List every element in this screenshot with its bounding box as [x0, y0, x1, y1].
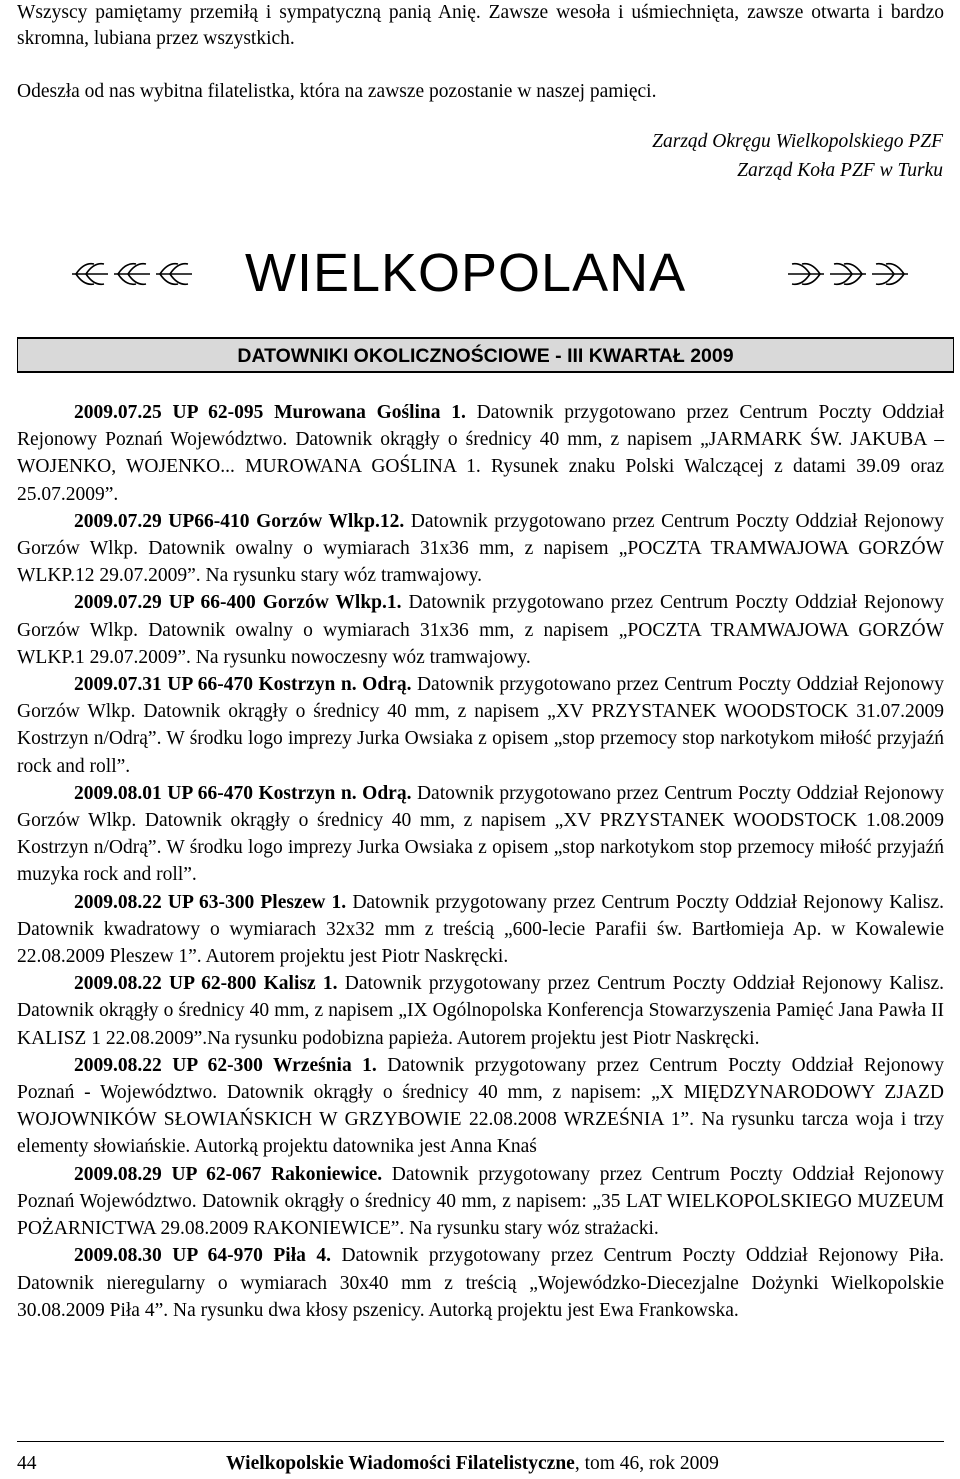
entry-head: 2009.08.01 UP 66-470 Kostrzyn n. Odrą. — [74, 782, 412, 804]
entry-head: 2009.08.22 UP 62-800 Kalisz 1. — [74, 973, 338, 995]
entry — [17, 1242, 944, 1324]
entry-body: Datownik przygotowano przez Centrum Poczty Oddział Rejonowy Gorzów Wlkp. Datownik owalny o wymiarach 31x36 mm, z napisem „POCZTA TRAMWAJOWA GORZÓW WLKP.12 29.07.2009”. Na rysunku stary wóz tramwajowy. — [17, 510, 944, 587]
signature-line-2: Zarząd Koła PZF w Turku — [737, 159, 943, 181]
intro-text — [17, 0, 944, 105]
entry-body: Datownik przygotowano przez Centrum Poczty Oddział Rejonowy Gorzów Wlkp. Datownik okrągły o średnicy 40 mm, z napisem „XV PRZYSTANEK WOODSTOCK 1.08.2009 Kostrzyn n/Odrą”. W środku logo imprezy Jurka Owsiaka z opisem „stop narkotykom stop przemocy miłość przyjaźń muzyka rock and roll”. — [17, 782, 944, 886]
entry-head: 2009.08.22 UP 63-300 Pleszew 1. — [74, 891, 347, 913]
banner — [0, 238, 960, 308]
entry — [17, 1161, 944, 1243]
left-ornament-icon — [68, 252, 198, 296]
entry-head: 2009.07.29 UP 66-400 Gorzów Wlkp.1. — [74, 592, 402, 614]
journal-title: Wielkopolskie Wiadomości Filatelistyczne — [226, 1453, 575, 1474]
entry-body: Datownik przygotowano przez Centrum Poczty Oddział Rejonowy Poznań Województwo. Datownik okrągły o średnicy 40 mm, z napisem „JARMARK ŚW. JAKUBA – WOJENKO, WOJENKO... MUROWANA GOŚLINA 1. Rysunek znaku Polski Walczącej z datami 39.09 oraz 25.07.2009”. — [17, 402, 944, 505]
entry-head: 2009.07.25 UP 62-095 Murowana Goślina 1. — [74, 402, 466, 423]
entry — [17, 671, 944, 780]
banner-title: WIELKOPOLANA — [245, 243, 687, 303]
section-header — [17, 337, 954, 373]
entry-body: Datownik przygotowany przez Centrum Poczty Oddział Rejonowy Kalisz. Datownik kwadratowy o wymiarach 32x32 mm z treścią „600-lecie Parafii św. Bartłomieja Ap. w Kowalewie 22.08.2009 Pleszew 1”. Autorem projektu jest Piotr Naskręcki. — [17, 891, 944, 968]
entry-body: Datownik przygotowany przez Centrum Poczty Oddział Rejonowy Poznań Województwo. Datownik okrągły o średnicy 40 mm, z napisem: „35 LAT WIELKOPOLSKIEGO MUZEUM POŻARNICTWA 29.08.2009 RAKONIEWICE”. Na rysunku stary wóz strażacki. — [17, 1163, 944, 1240]
footer-divider — [17, 1441, 944, 1442]
entry — [17, 589, 944, 671]
entry-head: 2009.08.30 UP 64-970 Piła 4. — [74, 1245, 331, 1267]
right-ornament-icon — [780, 252, 912, 296]
intro-paragraph-1: Wszyscy pamiętamy przemiłą i sympatyczną panią Anię. Zawsze wesoła i uśmiechnięta, zawsze otwarta i bardzo skromna, lubiana przez wszystkich. — [17, 2, 944, 50]
entry — [17, 399, 944, 508]
entry-head: 2009.07.31 UP 66-470 Kostrzyn n. Odrą. — [74, 674, 412, 696]
entry-body: Datownik przygotowano przez Centrum Poczty Oddział Rejonowy Gorzów Wlkp. Datownik okrągły o średnicy 40 mm, z napisem „XV PRZYSTANEK WOODSTOCK 31.07.2009 Kostrzyn n/Odrą”. W środku logo imprezy Jurka Owsiaka z opisem „stop przemocy stop narkotykom miłość przyjaźń rock and roll”. — [17, 674, 944, 777]
entry — [17, 1052, 944, 1161]
entry — [17, 970, 944, 1052]
entry-body: Datownik przygotowany przez Centrum Poczty Oddział Rejonowy Kalisz. Datownik okrągły o średnicy 40 mm, z napisem „IX Ogólnopolska Konferencja Stowarzyszenia Pamięć Jana Pawła II KALISZ 1 22.08.2009”.Na rysunku podobizna papieża. Autorem projektu jest Piotr Naskręcki. — [17, 973, 944, 1049]
entry-head: 2009.08.29 UP 62-067 Rakoniewice. — [74, 1163, 383, 1185]
journal-citation — [226, 1453, 719, 1475]
entry-body: Datownik przygotowano przez Centrum Poczty Oddział Rejonowy Gorzów Wlkp. Datownik owalny o wymiarach 31x36 mm, z napisem „POCZTA TRAMWAJOWA GORZÓW WLKP.1 29.07.2009”. Na rysunku nowoczesny wóz tramwajowy. — [17, 592, 944, 668]
entries-list — [17, 399, 944, 1324]
intro-paragraph-2: Odeszła od nas wybitna filatelistka, która na zawsze pozostanie w naszej pamięci. — [17, 80, 657, 102]
entry — [17, 889, 944, 971]
signature-line-1: Zarząd Okręgu Wielkopolskiego PZF — [652, 131, 943, 152]
footer — [0, 1453, 960, 1479]
journal-volume: , tom 46, rok 2009 — [574, 1453, 719, 1474]
entry-head: 2009.07.29 UP66-410 Gorzów Wlkp.12. — [74, 510, 405, 532]
entry-body: Datownik przygotowany przez Centrum Poczty Oddział Rejonowy Piła. Datownik nieregularny o wymiarach 30x40 mm z treścią „Wojewódzko-Diecezjalne Dożynki Wielkopolskie 30.08.2009 Piła 4”. Na rysunku dwa kłosy pszenicy. Autorką projektu jest Ewa Frankowska. — [17, 1245, 944, 1321]
entry — [17, 780, 944, 889]
entry-head: 2009.08.22 UP 62-300 Września 1. — [74, 1054, 377, 1076]
section-title: DATOWNIKI OKOLICZNOŚCIOWE - III KWARTAŁ 2009 — [237, 345, 734, 367]
page-number: 44 — [17, 1453, 37, 1474]
entry — [17, 508, 944, 590]
signature — [652, 128, 943, 185]
entry-body: Datownik przygotowany przez Centrum Poczty Oddział Rejonowy Poznań - Województwo. Datownik okrągły o średnicy 40 mm, z napisem: „X MIĘDZYNARODOWY ZJAZD WOJOWNIKÓW SŁOWIAŃSKICH W GRZYBOWIE 22.08.2008 WRZEŚNIA 1”. Na rysunku tarcza woja i trzy elementy słowiańskie. Autorką projektu datownika jest Anna Knaś — [17, 1054, 944, 1158]
